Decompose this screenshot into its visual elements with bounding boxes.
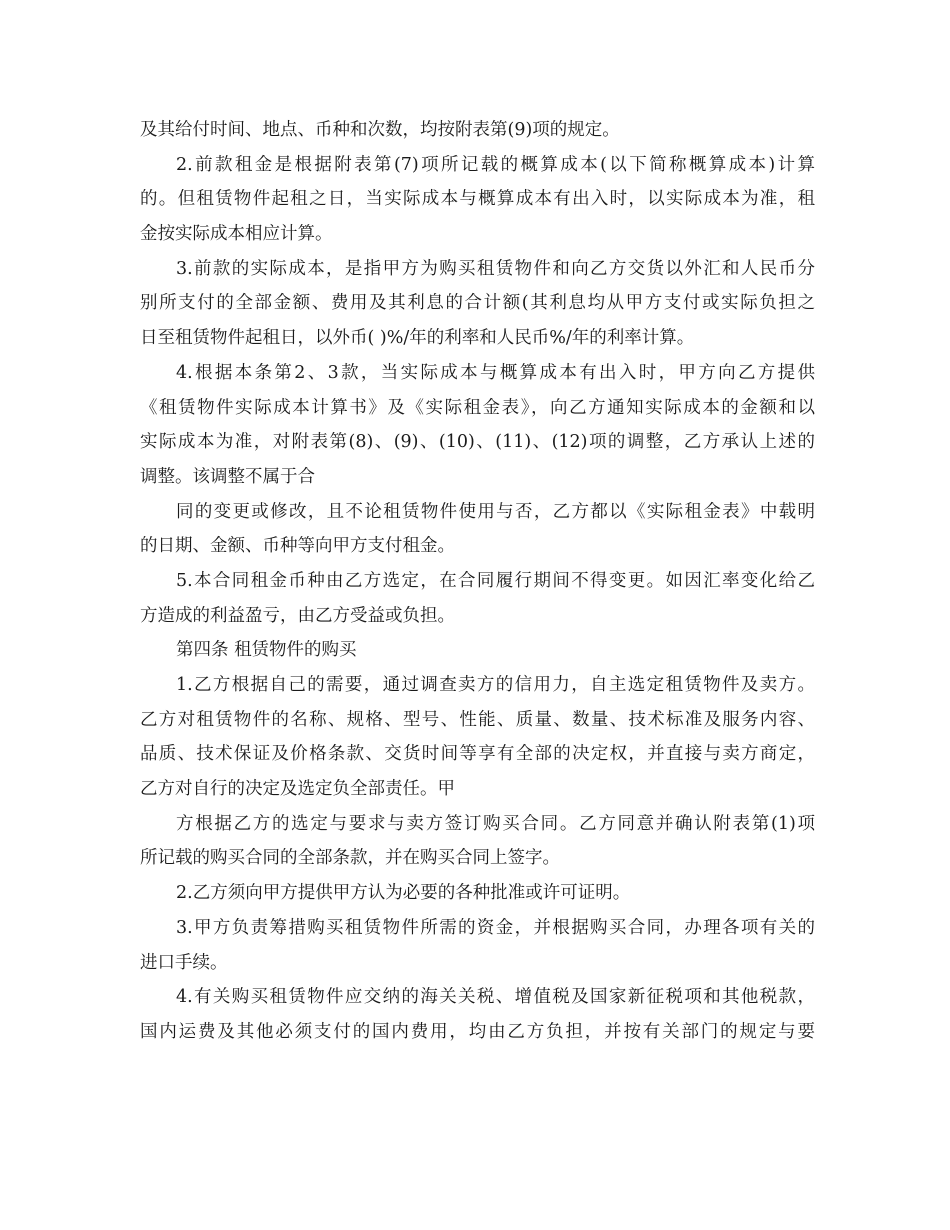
document-line: 2.前款租金是根据附表第(7)项所记载的概算成本(以下简称概算成本)计算 [176, 154, 815, 175]
document-line: 乙方对租赁物件的名称、规格、型号、性能、质量、数量、技术标准及服务内容、 [140, 709, 815, 730]
document-line: 日至租赁物件起租日，以外币( )%/年的利率和人民币%/年的利率计算。 [140, 328, 695, 349]
document-line: 及其给付时间、地点、币种和次数，均按附表第(9)项的规定。 [140, 120, 620, 140]
document-line: 所记载的购买合同的全部条款，并在购买合同上签字。 [140, 848, 560, 869]
document-line: 第四条 租赁物件的购买 [176, 640, 357, 661]
document-line: 方根据乙方的选定与要求与卖方签订购买合同。乙方同意并确认附表第(1)项 [176, 813, 815, 834]
document-line: 《租赁物件实际成本计算书》及《实际租金表》，向乙方通知实际成本的金额和以 [140, 397, 815, 418]
document-line: 2.乙方须向甲方提供甲方认为必要的各种批准或许可证明。 [176, 883, 631, 904]
document-line: 乙方对自行的决定及选定负全部责任。甲 [140, 779, 455, 800]
document-line: 的日期、金额、币种等向甲方支付租金。 [140, 536, 455, 557]
document-line: 的。但租赁物件起租之日，当实际成本与概算成本有出入时，以实际成本为准，租 [140, 189, 815, 210]
document-line: 别所支付的全部金额、费用及其利息的合计额(其利息均从甲方支付或实际负担之 [140, 293, 815, 314]
document-line: 同的变更或修改，且不论租赁物件使用与否，乙方都以《实际租金表》中载明 [176, 501, 815, 522]
document-line: 1.乙方根据自己的需要，通过调查卖方的信用力，自主选定租赁物件及卖方。 [176, 675, 815, 695]
document-line: 品质、技术保证及价格条款、交货时间等享有全部的决定权，并直接与卖方商定， [140, 744, 815, 765]
document-line: 国内运费及其他必须支付的国内费用，均由乙方负担，并按有关部门的规定与要 [140, 1021, 815, 1042]
document-line: 调整。该调整不属于合 [140, 466, 315, 487]
document-line: 进口手续。 [140, 952, 228, 973]
document-line: 4.根据本条第2、3款，当实际成本与概算成本有出入时，甲方向乙方提供 [176, 362, 815, 383]
document-line: 3.前款的实际成本，是指甲方为购买租赁物件和向乙方交货以外汇和人民币分 [176, 258, 815, 279]
document-line: 方造成的利益盈亏，由乙方受益或负担。 [140, 605, 455, 626]
document-line: 实际成本为准，对附表第(8)、(9)、(10)、(11)、(12)项的调整，乙方承认上述的 [140, 432, 815, 453]
document-line: 5.本合同租金币种由乙方选定，在合同履行期间不得变更。如因汇率变化给乙 [176, 570, 815, 591]
document-line: 金按实际成本相应计算。 [140, 224, 333, 245]
document-line: 3.甲方负责筹措购买租赁物件所需的资金，并根据购买合同，办理各项有关的 [176, 917, 815, 938]
document-body [140, 113, 815, 1050]
document-line: 4.有关购买租赁物件应交纳的海关关税、增值税及国家新征税项和其他税款， [176, 987, 815, 1008]
